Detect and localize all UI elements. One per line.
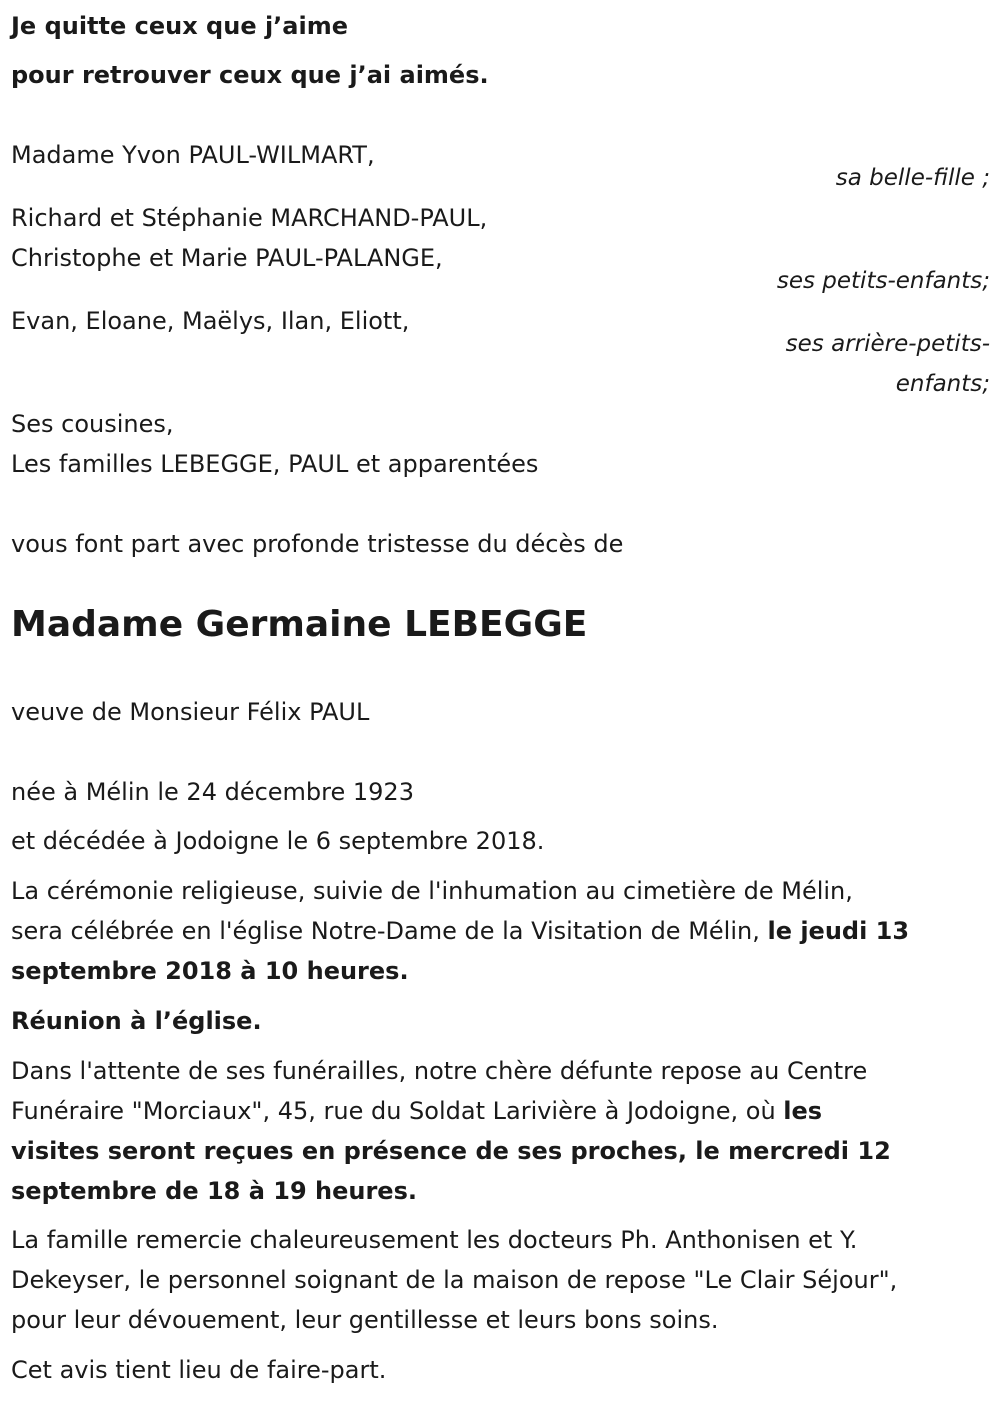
closing-line: Cet avis tient lieu de faire-part. (11, 1356, 387, 1384)
petits-enfants-line-1: Richard et Stéphanie MARCHAND-PAUL, (11, 204, 488, 232)
quote-line-1: Je quitte ceux que j’aime (11, 12, 349, 40)
quote-line-2: pour retrouver ceux que j’ai aimés. (11, 61, 489, 89)
death-line: et décédée à Jodoigne le 6 septembre 2018. (11, 827, 545, 855)
familles-line: Les familles LEBEGGE, PAUL et apparentées (11, 450, 539, 478)
visit-info-part-1: les (783, 1097, 823, 1125)
announcement-line: vous font part avec profonde tristesse du décès de (11, 530, 624, 558)
arriere-petits-enfants-names: Evan, Eloane, Maëlys, Ilan, Eliott, (11, 307, 410, 335)
thanks-line-2: Dekeyser, le personnel soignant de la maison de repose "Le Clair Séjour", (11, 1266, 898, 1294)
ceremony-line-2 (11, 911, 909, 951)
ceremony-line-1: La cérémonie religieuse, suivie de l'inhumation au cimetière de Mélin, (11, 877, 853, 905)
petits-enfants-role: ses petits-enfants; (776, 268, 990, 294)
ceremony-date-part-2: septembre 2018 à 10 heures. (11, 957, 409, 985)
petits-enfants-line-2: Christophe et Marie PAUL-PALANGE, (11, 244, 443, 272)
visit-info-part-3: septembre de 18 à 19 heures. (11, 1177, 417, 1205)
belle-fille-role: sa belle-fille ; (835, 165, 990, 191)
thanks-line-3: pour leur dévouement, leur gentillesse et leurs bons soins. (11, 1306, 719, 1334)
ceremony-location: sera célébrée en l'église Notre-Dame de la Visitation de Mélin, (11, 917, 768, 945)
deceased-name: Madame Germaine LEBEGGE (11, 604, 588, 645)
cousines-line: Ses cousines, (11, 410, 174, 438)
reunion-line: Réunion à l’église. (11, 1007, 262, 1035)
ceremony-date-part-1: le jeudi 13 (767, 917, 910, 945)
visit-line-1: Dans l'attente de ses funérailles, notre chère défunte repose au Centre (11, 1057, 868, 1085)
arriere-petits-enfants-role-1: ses arrière-petits- (785, 331, 990, 357)
visit-line-2 (11, 1091, 822, 1131)
visit-info-part-2: visites seront reçues en présence de ses proches, le mercredi 12 (11, 1137, 891, 1165)
thanks-line-1: La famille remercie chaleureusement les docteurs Ph. Anthonisen et Y. (11, 1226, 858, 1254)
visit-address: Funéraire "Morciaux", 45, rue du Soldat Larivière à Jodoigne, où (11, 1097, 784, 1125)
arriere-petits-enfants-role-2: enfants; (895, 371, 990, 397)
spouse-line: veuve de Monsieur Félix PAUL (11, 698, 370, 726)
birth-line: née à Mélin le 24 décembre 1923 (11, 778, 414, 806)
belle-fille-name: Madame Yvon PAUL-WILMART, (11, 141, 375, 169)
